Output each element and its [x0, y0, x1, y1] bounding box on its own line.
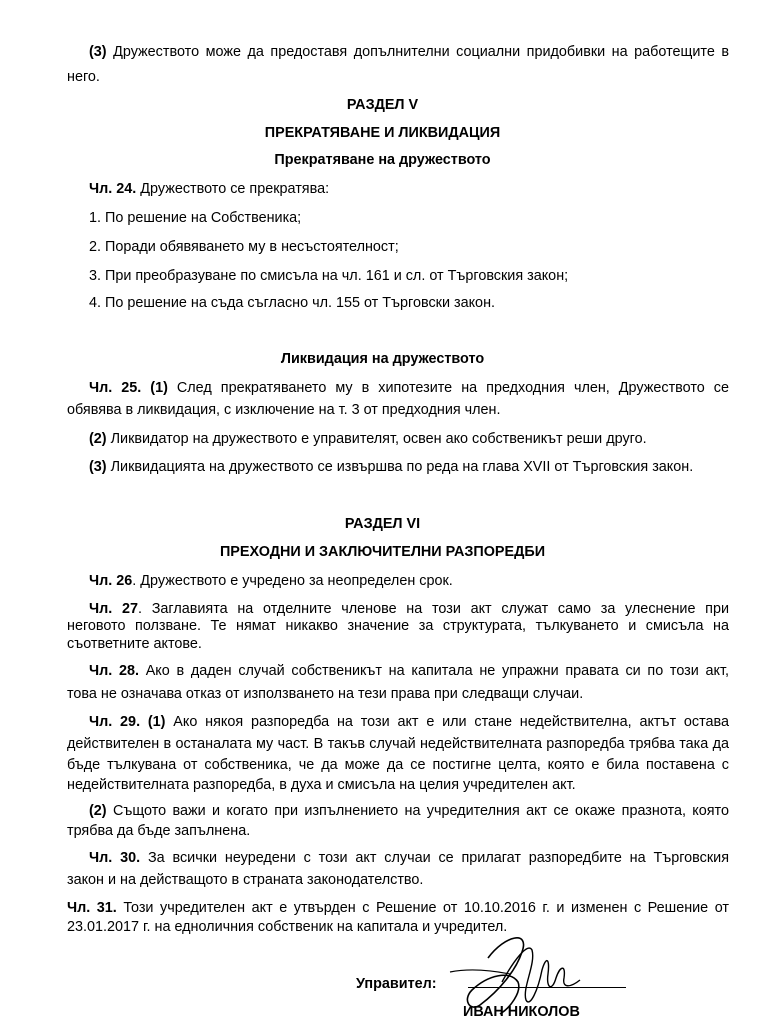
article-number: Чл. 28.: [89, 663, 139, 679]
list-item: 4. По решение на съда съгласно чл. 155 от Търговски закон.: [89, 295, 496, 311]
article-number: Чл. 25. (1): [89, 380, 168, 396]
article-25-line2: обявява в ликвидация, с изключение на т. 3 от предходния член.: [67, 402, 501, 418]
article-30-line2: закон и на действащото в страната законодателство.: [67, 872, 424, 888]
paragraph-3-line2: него.: [67, 69, 100, 85]
article-27-line1: [89, 601, 729, 617]
paragraph-3-line1: [89, 44, 729, 60]
article-25-line1: [89, 380, 729, 396]
list-item: 3. При преобразуване по смисъла на чл. 161 и сл. от Търговския закон;: [89, 268, 569, 284]
article-number: Чл. 27: [89, 601, 138, 617]
article-29-paragraph-2-line2: трябва да бъде запълнена.: [67, 823, 251, 839]
paragraph-text: Ликвидацията на дружеството се извършва по реда на глава XVII от Търговския закон.: [106, 459, 694, 475]
article-27-line3: съответните актове.: [67, 636, 202, 652]
article-29-line1: [89, 714, 729, 730]
list-item: 2. Поради обявяването му в несъстоятелност;: [89, 239, 399, 255]
liquidation-heading: Ликвидация на дружеството: [280, 351, 485, 367]
article-26: [89, 573, 453, 589]
section-5-title: РАЗДЕЛ V: [346, 97, 419, 113]
article-24: [89, 181, 329, 197]
article-31-line1: [67, 900, 729, 916]
article-30-line1: [89, 850, 729, 866]
article-27-line2: неговото ползване. Те нямат никакво значение за структурата, тълкуването и смисъла на: [67, 618, 729, 634]
article-31-line2: 23.01.2017 г. на едноличния собственик на капитала и учредител.: [67, 919, 508, 935]
article-text: Дружеството се прекратява:: [136, 181, 330, 197]
article-text: Ако в даден случай собственикът на капитала не упражни правата си по този акт,: [138, 663, 729, 679]
article-text: . Заглавията на отделните членове на този акт служат само за улеснение при: [137, 601, 729, 617]
section-6-title: РАЗДЕЛ VI: [344, 516, 421, 532]
article-number: Чл. 26: [89, 573, 133, 589]
termination-heading: Прекратяване на дружеството: [274, 152, 491, 168]
article-29-line3: бъде тълкувана от собственика, че да може да се постигне целта, която е била поставена с: [67, 757, 729, 773]
article-28-line1: [89, 663, 729, 679]
article-25-paragraph-3: [89, 459, 693, 475]
list-item: 1. По решение на Собственика;: [89, 210, 302, 226]
article-text: . Дружеството е учредено за неопределен срок.: [132, 573, 453, 589]
article-28-line2: това не означава отказ от използването на тези права при следващи случаи.: [67, 686, 584, 702]
article-number: Чл. 30.: [89, 850, 141, 866]
paragraph-text: Дружеството може да предоставя допълнителни социални придобивки на работещите в: [106, 44, 729, 60]
signatory-name: ИВАН НИКОЛОВ: [463, 1004, 580, 1020]
paragraph-number: (3): [89, 44, 107, 60]
article-25-paragraph-2: [89, 431, 647, 447]
article-number: Чл. 24.: [89, 181, 137, 197]
article-text: Ако някоя разпоредба на този акт е или стане недействителна, актът остава: [165, 714, 730, 730]
article-text: Този учредителен акт е утвърден с Решение от 10.10.2016 г. и изменен с Решение от: [116, 900, 729, 916]
section-6-subtitle: ПРЕХОДНИ И ЗАКЛЮЧИТЕЛНИ РАЗПОРЕДБИ: [219, 544, 546, 560]
paragraph-number: (2): [89, 431, 107, 447]
article-number: Чл. 29. (1): [89, 714, 166, 730]
article-29-paragraph-2-line1: [89, 803, 729, 819]
paragraph-number: (3): [89, 459, 107, 475]
article-text: За всички неуредени с този акт случаи се прилагат разпоредбите на Търговския: [140, 850, 729, 866]
signature-label: Управител:: [356, 976, 437, 992]
section-5-subtitle: ПРЕКРАТЯВАНЕ И ЛИКВИДАЦИЯ: [264, 125, 501, 141]
article-29-line2: действителен в останалата му част. В такъв случай недействителната разпоредба трябва така да: [67, 736, 729, 752]
paragraph-text: Същото важи и когато при изпълнението на учредителния акт се окаже празнота, която: [106, 803, 729, 819]
article-number: Чл. 31.: [67, 900, 117, 916]
paragraph-number: (2): [89, 803, 107, 819]
article-text: След прекратяването му в хипотезите на предходния член, Дружеството се: [167, 380, 729, 396]
article-29-line4: недействителната разпоредба, в духа и смисъла на целия учредителен акт.: [67, 777, 576, 793]
paragraph-text: Ликвидатор на дружеството е управителят, освен ако собственикът реши друго.: [106, 431, 647, 447]
